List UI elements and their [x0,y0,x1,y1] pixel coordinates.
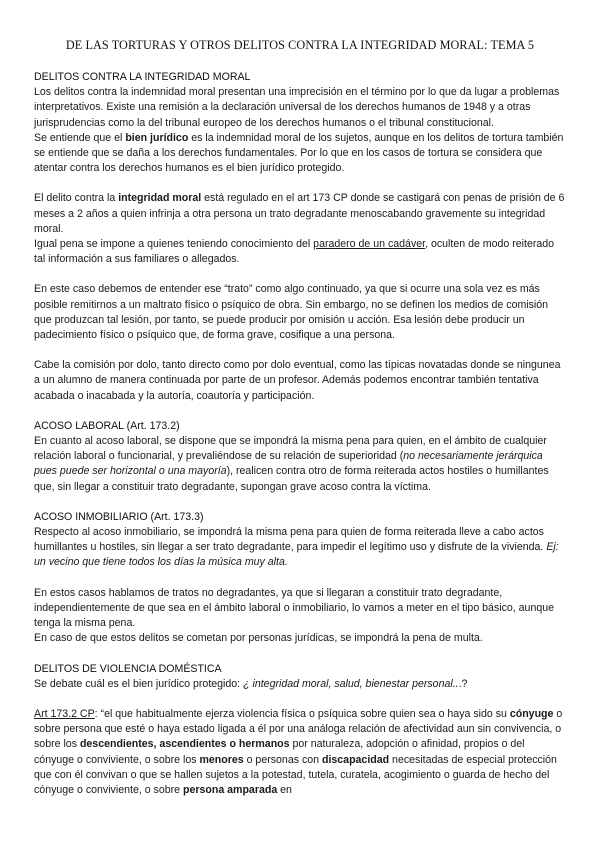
text: Igual pena se impone a quienes teniendo conocimiento del [34,238,314,251]
bold-term: discapacidad [321,753,390,766]
text: está regulado en el art 173 CP donde se castigará con penas de prisión de 6 meses a 2 años a quien infrinja a otra persona un trato degradante menoscabando gravemente su integridad moral. [34,192,565,235]
bold-term: cónyuge [509,707,554,720]
italic-question: ¿ integridad moral, salud, bienestar personal.. [243,677,459,690]
text: ), realicen contra otro de forma reiterada actos hostiles o humillantes que, sin llegar a constituir trato degradante, supongan grave acoso contra la víctima. [34,465,549,493]
document-title: DE LAS TORTURAS Y OTROS DELITOS CONTRA LA INTEGRIDAD MORAL: TEMA 5 [65,38,535,52]
text: necesitadas de especial protección que con él convivan o que se hallen sujetos a la potestad, tutela, curatela, acogimiento o guarda de hecho del cónyuge o conviviente, o sobre [34,753,557,796]
bold-term: persona amparada [183,783,278,796]
text: o personas con [243,753,322,766]
text: : “el que habitualmente ejerza violencia física o psíquica sobre quien sea o haya sido su [94,707,510,720]
paragraph-dolo [34,358,566,404]
section-heading-acoso-inmobiliario: ACOSO INMOBILIARIO (Art. 173.3) [34,510,204,523]
text: Respecto al acoso inmobiliario, se impondrá la misma pena para quien de forma reiterada lleve a cabo actos humillantes u hostiles, sin llegar a ser trato degradante, para impedir el legítimo uso y disfrute de la vivienda. [34,526,547,554]
text: por naturaleza, adopción o afinidad, propios o del cónyuge o conviviente, o sobre los [34,738,525,766]
text: En cuanto al acoso laboral, se dispone que se impondrá la misma pena para quien, en el ámbito de cualquier relación laboral o funcionarial, y prevaliéndose de su relación de superioridad ( [34,435,547,463]
text: es la indemnidad moral de los sujetos, aunque en los delitos de tortura también se entiende que se daña a los derechos fundamentales. Por lo que en los casos de tortura se considera que atentar contra los derechos humanos es el bien jurídico protegido. [34,131,564,175]
paragraph-tratos-no-degradantes [34,586,566,632]
article-reference: Art 173.2 CP [34,707,95,720]
paragraph-art-173 [34,191,566,237]
italic-example: Ej: un vecino que tiene todos los días la música muy alta. [34,541,559,569]
text: En caso de que estos delitos se cometan por personas jurídicas, se impondrá la pena de multa. [34,632,483,645]
text: En estos casos hablamos de tratos no degradantes, ya que si llegaran a constituir trato degradante, independientemente de que sea en el ámbito laboral o inmobiliario, lo vamos a meter en el tipo básico, aunque tenga la misma pena. [34,586,555,630]
paragraph-bien-protegido [34,677,566,692]
paragraph-trato [34,282,566,343]
text: Cabe la comisión por dolo, tanto directo como por dolo eventual, como las típicas novatadas donde se ningunea a un alumno de manera continuada por parte de un profesor. Además podemos encontrar también tentativa acabada o inacabada y la autoría, coautoría y participación. [34,359,561,402]
text: Los delitos contra la indemnidad moral presentan una imprecisión en el término por lo que da lugar a problemas interpretativos. Existe una remisión a la declaración universal de los derechos humanos de 1948 y a otras jurisprudencias como la del tribunal europeo de los derechos humanos o el tribunal constitucional. [34,86,560,129]
paragraph-cadaver [34,237,566,267]
document-body [34,70,566,798]
text: , oculten de modo reiterado tal información a sus familiares o allegados. [34,238,555,266]
text: En este caso debemos de entender ese “trato” como algo continuado, ya que si ocurre una sola vez es más posible remitirnos a un maltrato físico o psíquico de obra. Sin embargo, no se definen los medios de comisión que produzcan tal lesión, por tanto, se puede producir por omisión u acción. Esa lesión debe producir un padecimiento físico o psíquico que, de forma grave, cosifique a una persona. [34,283,549,342]
bold-term: menores [199,753,244,766]
paragraph-personas-juridicas [34,631,566,646]
text: El delito contra la [34,192,119,205]
bold-term: bien jurídico [125,131,189,144]
paragraph-intro [34,85,566,131]
underlined-term: paradero de un cadáver [313,238,426,251]
paragraph-acoso-inmobiliario [34,525,566,571]
italic-note: no necesariamente jerárquica pues puede ser horizontal o una mayoría [34,450,543,478]
bold-term: descendientes, ascendientes o hermanos [79,738,290,751]
paragraph-bien-juridico [34,131,566,177]
bold-term: integridad moral [118,192,202,205]
section-heading-violencia-domestica: DELITOS DE VIOLENCIA DOMÉSTICA [34,662,222,675]
section-heading-integridad-moral: DELITOS CONTRA LA INTEGRIDAD MORAL [34,71,251,83]
paragraph-art-173-2 [34,707,566,798]
text: .? [458,677,468,690]
text: en [277,783,292,796]
text: Se entiende que el [34,131,126,144]
section-heading-acoso-laboral: ACOSO LABORAL (Art. 173.2) [34,419,180,432]
paragraph-acoso-laboral [34,434,566,495]
text: Se debate cuál es el bien jurídico protegido: [34,677,244,690]
text: o sobre persona que esté o haya estado ligada a él por una análoga relación de afectividad aun sin convivencia, o sobre los [34,707,563,751]
